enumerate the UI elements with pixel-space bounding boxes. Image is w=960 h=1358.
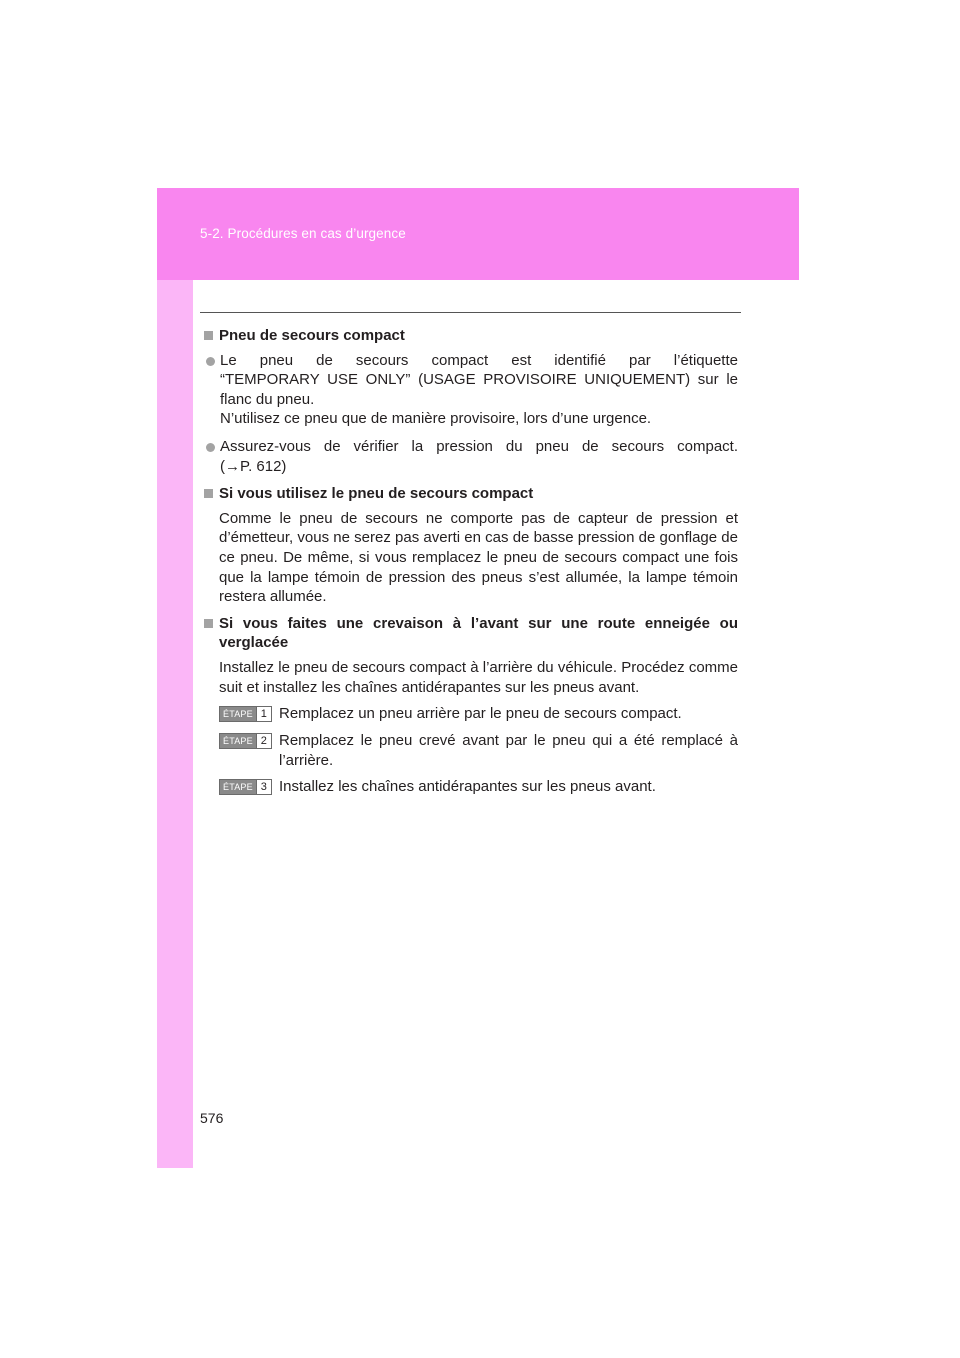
circle-bullet-icon — [206, 443, 215, 452]
section-title-front-puncture: Si vous faites une crevaison à l’avant sur une route enneigée ou verglacée — [204, 614, 738, 653]
square-bullet-icon — [204, 331, 213, 340]
step-text: Remplacez le pneu crevé avant par le pneu qui a été remplacé à l’arrière. — [279, 732, 738, 769]
section-header: 5-2. Procédures en cas d’urgence — [200, 226, 406, 241]
paragraph: Installez le pneu de secours compact à l’arrière du véhicule. Procédez comme suit et installez les chaînes antidérapantes sur les pneus avant. — [219, 658, 738, 696]
step-item — [219, 777, 738, 797]
step-badge: ÉTAPE 3 — [219, 779, 272, 795]
square-bullet-icon — [204, 619, 213, 628]
step-badge: ÉTAPE 2 — [219, 733, 272, 749]
divider — [200, 312, 741, 313]
step-item — [219, 731, 738, 770]
page-reference: (→P. 612) — [220, 457, 287, 475]
page-number: 576 — [200, 1110, 224, 1126]
bullet-text: Le pneu de secours compact est identifié par l’étiquette — [220, 351, 738, 369]
step-item — [219, 704, 738, 724]
bullet-text: N’utilisez ce pneu que de manière provisoire, lors d’une urgence. — [220, 410, 652, 428]
circle-bullet-icon — [206, 357, 215, 366]
bullet-text: Assurez-vous de vérifier la pression du pneu de secours compact. — [220, 437, 738, 455]
section-title-compact-spare: Pneu de secours compact — [204, 326, 738, 346]
bullet-item — [204, 351, 738, 429]
section-title-using-spare: Si vous utilisez le pneu de secours compact — [204, 484, 738, 504]
step-text: Remplacez un pneu arrière par le pneu de secours compact. — [279, 705, 682, 723]
side-tab — [157, 188, 193, 1168]
paragraph: Comme le pneu de secours ne comporte pas de capteur de pression et d’émetteur, vous ne serez pas averti en cas de basse pression de gonflage de ce pneu. De même, si vous remplacez le pneu de secours compact une fois que la lampe témoin de pression des pneus s’est allumée, la lampe témoin restera allumée. — [219, 509, 738, 606]
page-content — [204, 326, 738, 804]
bullet-text: “TEMPORARY USE ONLY” (USAGE PROVISOIRE UNIQUEMENT) sur le flanc du pneu. — [220, 371, 738, 408]
step-badge: ÉTAPE 1 — [219, 706, 272, 722]
step-text: Installez les chaînes antidérapantes sur les pneus avant. — [279, 778, 656, 796]
square-bullet-icon — [204, 489, 213, 498]
bullet-item — [204, 437, 738, 476]
